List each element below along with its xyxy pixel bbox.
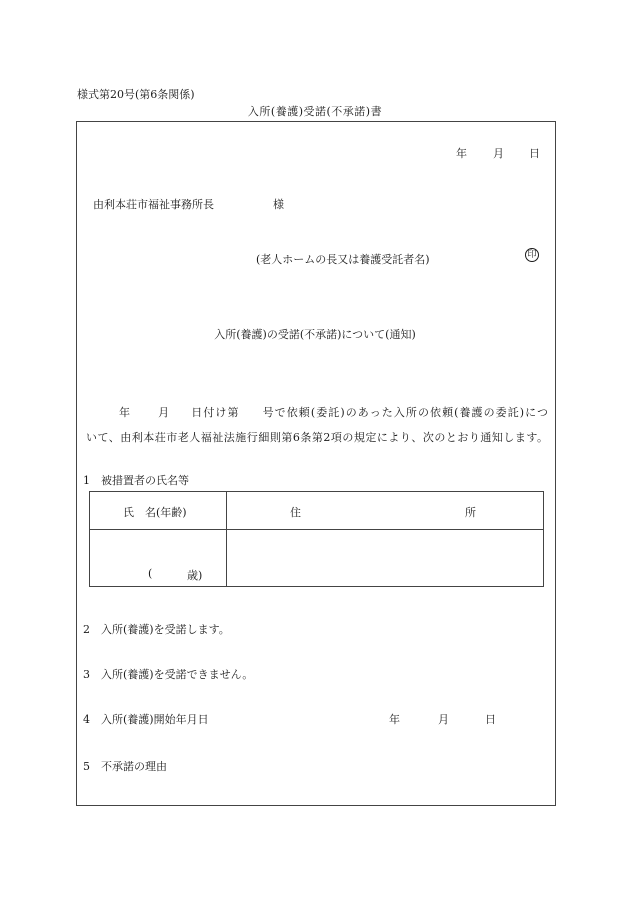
item-decline-reason: 5 不承諾の理由 xyxy=(83,760,167,773)
table-row-divider xyxy=(90,529,543,530)
date-year-label: 年 xyxy=(456,147,467,160)
item-start-date: 4 入所(養護)開始年月日 xyxy=(83,713,209,726)
body-text-line-1 xyxy=(86,404,548,420)
table-age-close: 歳) xyxy=(187,569,203,582)
item-accept: 2 入所(養護)を受諾します。 xyxy=(83,623,230,636)
table-header-address-part-2: 所 xyxy=(465,506,476,519)
body-date-number-label: 日付け第 xyxy=(190,406,240,419)
start-date-year-label: 年 xyxy=(389,713,400,726)
document-title: 入所(養護)受諾(不承諾)書 xyxy=(247,105,383,118)
body-request-text: 号で依頼(委託)のあった入所の依頼(養護の委託)につ xyxy=(261,406,548,419)
start-date-day-label: 日 xyxy=(485,713,496,726)
table-age-open-paren: ( xyxy=(148,567,153,580)
date-day-label: 日 xyxy=(529,147,540,160)
body-month-label: 月 xyxy=(157,406,171,419)
subject-line: 入所(養護)の受諾(不承諾)について(通知) xyxy=(214,328,416,341)
form-number: 様式第20号(第6条関係) xyxy=(77,88,195,101)
start-date-month-label: 月 xyxy=(438,713,449,726)
item-person-details-heading: 1 被措置者の氏名等 xyxy=(83,474,189,487)
seal-icon: 印 xyxy=(525,248,539,262)
date-month-label: 月 xyxy=(493,147,504,160)
item-decline: 3 入所(養護)を受諾できません。 xyxy=(83,668,254,681)
addressee-name: 由利本荘市福祉事務所長 xyxy=(93,198,214,211)
addressee-honorific: 様 xyxy=(273,198,284,211)
sender-label: (老人ホームの長又は養護受託者名) xyxy=(256,253,430,266)
table-header-address-part-1: 住 xyxy=(290,506,301,519)
table-column-divider xyxy=(226,492,227,586)
body-year-label: 年 xyxy=(118,406,132,419)
table-header-name-age: 氏 名(年齢) xyxy=(123,506,187,519)
form-frame xyxy=(76,121,556,806)
body-text-line-2: いて、由利本荘市老人福祉法施行細則第6条第2項の規定により、次のとおり通知します。 xyxy=(86,431,548,444)
